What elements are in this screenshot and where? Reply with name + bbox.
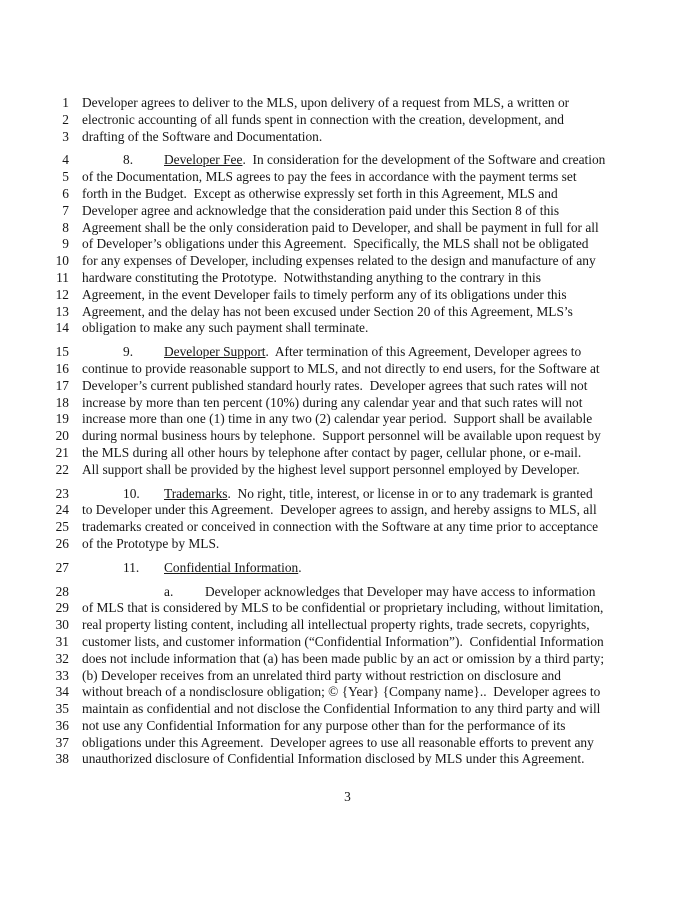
line-text [82, 112, 564, 129]
line-text [82, 651, 604, 668]
line-number: 13 [55, 303, 69, 319]
line-number: 38 [55, 751, 69, 767]
document-line [28, 220, 668, 237]
line-text [82, 684, 600, 701]
line-text [82, 701, 600, 718]
line-text [82, 584, 595, 601]
text-segment: increase by more than ten percent (10%) during any calendar year and that such rates will not [82, 394, 583, 410]
line-number: 4 [62, 152, 69, 168]
line-text [82, 718, 565, 735]
document-line [28, 95, 668, 112]
line-text [82, 617, 590, 634]
document-line [28, 129, 668, 146]
text-segment: Agreement, in the event Developer fails to timely perform any of its obligations under this [82, 286, 567, 302]
section-heading: Developer Fee [164, 152, 243, 168]
line-number: 18 [55, 394, 69, 410]
section-heading: Developer Support [164, 344, 266, 360]
line-number: 3 [62, 128, 69, 144]
text-segment: a. [164, 583, 174, 599]
line-text [82, 395, 582, 412]
line-text [82, 634, 604, 651]
line-number: 12 [55, 286, 69, 302]
line-number: 19 [55, 411, 69, 427]
document-line [28, 361, 668, 378]
document-line [28, 651, 668, 668]
line-text [82, 361, 600, 378]
text-segment: All support shall be provided by the highest level support personnel employed by Developer. [82, 461, 580, 477]
line-number: 28 [55, 583, 69, 599]
line-text [82, 186, 558, 203]
line-number: 16 [55, 360, 69, 376]
text-segment: Developer’s current published standard hourly rates. Developer agrees that such rates will not [82, 377, 588, 393]
line-number: 9 [62, 236, 69, 252]
line-number: 5 [62, 169, 69, 185]
document-line [28, 718, 668, 735]
line-text [82, 751, 584, 768]
document-line [28, 634, 668, 651]
line-text [82, 378, 587, 395]
text-segment: 8. [123, 152, 134, 168]
line-text [82, 169, 577, 186]
text-segment: of Developer’s obligations under this Agreement. Specifically, the MLS shall not be obligated [82, 236, 589, 252]
document-line [28, 486, 668, 503]
line-number: 32 [55, 650, 69, 666]
line-text [82, 287, 567, 304]
document-line [28, 462, 668, 479]
text-segment: Agreement shall be the only consideration paid to Developer, and shall be payment in full for all [82, 219, 599, 235]
document-line [28, 169, 668, 186]
line-number: 17 [55, 377, 69, 393]
line-number: 29 [55, 600, 69, 616]
line-text [82, 536, 219, 553]
document-line [28, 270, 668, 287]
line-text [82, 129, 322, 146]
line-number: 22 [55, 461, 69, 477]
line-text [82, 253, 596, 270]
section-heading: Confidential Information [164, 559, 299, 575]
document-line [28, 203, 668, 220]
document-line [28, 287, 668, 304]
text-segment: 10. [123, 485, 140, 501]
text-segment: obligations under this Agreement. Developer agrees to use all reasonable efforts to prevent any [82, 734, 594, 750]
line-number: 21 [55, 444, 69, 460]
line-text [82, 428, 601, 445]
document-line [28, 253, 668, 270]
line-text [82, 735, 594, 752]
line-text [82, 320, 368, 337]
document-line [28, 112, 668, 129]
text-segment: Developer agree and acknowledge that the consideration paid under this Section 8 of this [82, 202, 560, 218]
text-segment: electronic accounting of all funds spent in connection with the creation, development, and [82, 111, 564, 127]
text-segment: of the Prototype by MLS. [82, 535, 220, 551]
document-line [28, 684, 668, 701]
text-segment: increase more than one (1) time in any two (2) calendar year period. Support shall be available [82, 411, 593, 427]
document-line [28, 445, 668, 462]
text-segment: drafting of the Software and Documentation. [82, 128, 323, 144]
text-segment: unauthorized disclosure of Confidential Information disclosed by MLS under this Agreement. [82, 751, 585, 767]
line-number: 31 [55, 633, 69, 649]
document-line [28, 428, 668, 445]
document-line [28, 751, 668, 768]
document-line [28, 378, 668, 395]
text-segment: to Developer under this Agreement. Developer agrees to assign, and hereby assigns to MLS, all [82, 502, 597, 518]
line-text [82, 236, 589, 253]
text-segment: Agreement, and the delay has not been excused under Section 20 of this Agreement, MLS’s [82, 303, 573, 319]
document-line [28, 735, 668, 752]
text-segment: the MLS during all other hours by telephone after contact by pager, cellular phone, or e-mail. [82, 444, 582, 460]
line-number: 27 [55, 559, 69, 575]
line-text [82, 344, 581, 361]
document-line [28, 600, 668, 617]
page-number: 3 [344, 789, 351, 804]
text-segment: obligation to make any such payment shall terminate. [82, 320, 369, 336]
document-line [28, 411, 668, 428]
document-line [28, 395, 668, 412]
line-text [82, 486, 593, 503]
line-text [82, 411, 592, 428]
text-segment: of the Documentation, MLS agrees to pay the fees in accordance with the payment terms set [82, 169, 577, 185]
line-number: 35 [55, 701, 69, 717]
line-number: 10 [55, 253, 69, 269]
text-segment: maintain as confidential and not disclose the Confidential Information to any third party and will [82, 701, 601, 717]
text-segment: 9. [123, 344, 134, 360]
line-text [82, 270, 541, 287]
text-segment: forth in the Budget. Except as otherwise expressly set forth in this Agreement, MLS and [82, 185, 558, 201]
line-number: 7 [62, 202, 69, 218]
document-body [28, 95, 668, 768]
text-segment: 11. [123, 559, 140, 575]
document-line [28, 186, 668, 203]
document-line [28, 344, 668, 361]
text-segment: hardware constituting the Prototype. Notwithstanding anything to the contrary in this [82, 269, 541, 285]
document-line [28, 304, 668, 321]
line-number: 30 [55, 617, 69, 633]
text-segment: not use any Confidential Information for any purpose other than for the performance of its [82, 717, 566, 733]
text-segment: . [298, 559, 302, 575]
text-segment: Developer agrees to deliver to the MLS, upon delivery of a request from MLS, a written or [82, 95, 570, 110]
section-heading: Trademarks [164, 485, 228, 501]
document-line [28, 236, 668, 253]
document-line [28, 519, 668, 536]
text-segment: real property listing content, including all intellectual property rights, trade secrets, copyrights, [82, 617, 590, 633]
document-line [28, 701, 668, 718]
line-number: 11 [56, 269, 69, 285]
line-text [82, 502, 597, 519]
line-text [82, 220, 599, 237]
line-number: 8 [62, 219, 69, 235]
text-segment: Developer acknowledges that Developer may have access to information [205, 583, 596, 599]
line-number: 33 [55, 667, 69, 683]
text-segment: (b) Developer receives from an unrelated third party without restriction on disclosure and [82, 667, 561, 683]
text-segment: does not include information that (a) has been made public by an act or omission by a third party; [82, 650, 605, 666]
line-text [82, 152, 605, 169]
document-line [28, 584, 668, 601]
document-line [28, 536, 668, 553]
text-segment: for any expenses of Developer, including expenses related to the design and manufacture of any [82, 253, 596, 269]
line-number: 26 [55, 535, 69, 551]
line-number: 24 [55, 502, 69, 518]
line-text [82, 445, 581, 462]
line-text [82, 462, 580, 479]
text-segment: continue to provide reasonable support to MLS, and not directly to end users, for the Software at [82, 360, 600, 376]
text-segment: during normal business hours by telephone. Support personnel will be available upon request by [82, 428, 601, 444]
text-segment: . After termination of this Agreement, Developer agrees to [265, 344, 582, 360]
line-number: 36 [55, 717, 69, 733]
text-segment: . In consideration for the development of the Software and creation [242, 152, 606, 168]
document-line [28, 617, 668, 634]
line-number: 2 [62, 111, 69, 127]
document-line [28, 152, 668, 169]
document-line [28, 668, 668, 685]
text-segment: customer lists, and customer information (“Confidential Information”). Confidential Information [82, 633, 604, 649]
document-line [28, 560, 668, 577]
line-number: 25 [55, 519, 69, 535]
line-text [82, 519, 598, 536]
line-number: 15 [55, 344, 69, 360]
line-number: 1 [62, 95, 69, 110]
text-segment: . No right, title, interest, or license in or to any trademark is granted [227, 485, 593, 501]
line-text [82, 203, 559, 220]
line-number: 34 [55, 684, 69, 700]
line-text [82, 304, 573, 321]
line-text [82, 560, 302, 577]
document-line [28, 320, 668, 337]
line-text [82, 95, 569, 112]
line-text [82, 668, 561, 685]
line-text [82, 600, 603, 617]
line-number: 14 [55, 320, 69, 336]
document-line [28, 502, 668, 519]
text-segment: of MLS that is considered by MLS to be confidential or proprietary including, without limitation, [82, 600, 604, 616]
line-number: 23 [55, 485, 69, 501]
line-number: 20 [55, 428, 69, 444]
text-segment: trademarks created or conceived in connection with the Software at any time prior to acceptance [82, 519, 599, 535]
text-segment: without breach of a nondisclosure obligation; © {Year} {Company name}.. Developer agrees to [82, 684, 601, 700]
line-number: 6 [62, 185, 69, 201]
line-number: 37 [55, 734, 69, 750]
